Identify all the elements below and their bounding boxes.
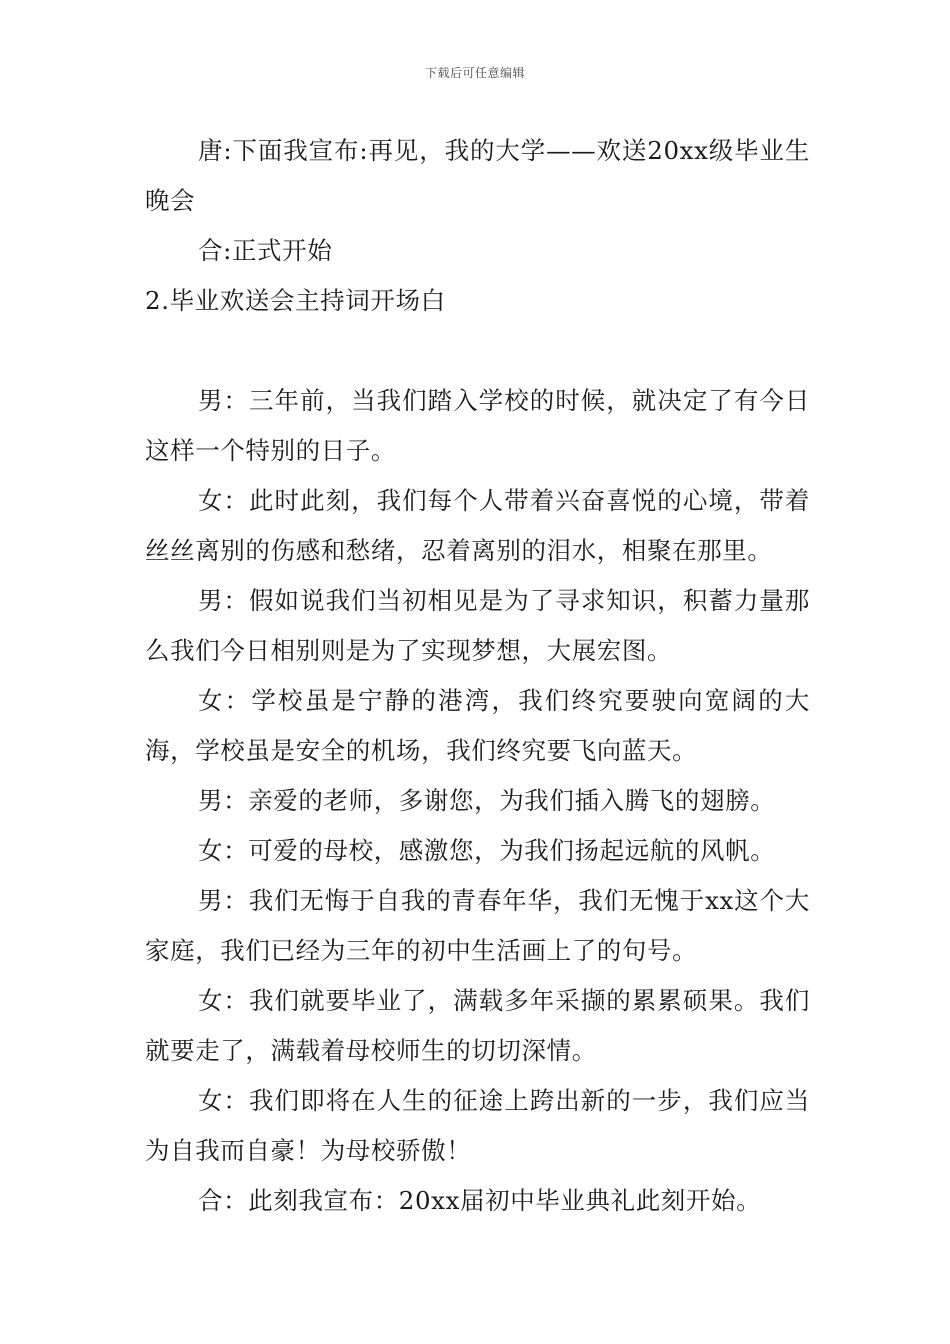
paragraph: 男：三年前，当我们踏入学校的时候，就决定了有今日这样一个特别的日子。 xyxy=(145,386,810,465)
paragraph: 男：我们无悔于自我的青春年华，我们无愧于xx这个大家庭，我们已经为三年的初中生活画上了的句号。 xyxy=(145,886,810,965)
paragraph: 女：学校虽是宁静的港湾，我们终究要驶向宽阔的大海，学校虽是安全的机场，我们终究要飞向蓝天。 xyxy=(145,686,810,765)
blank-line xyxy=(145,326,810,376)
paragraph: 男：亲爱的老师，多谢您，为我们插入腾飞的翅膀。 xyxy=(198,786,776,815)
paragraph: 女：我们即将在人生的征途上跨出新的一步，我们应当为自我而自豪！为母校骄傲！ xyxy=(145,1086,810,1165)
paragraph: 女：可爱的母校，感激您，为我们扬起远航的风帆。 xyxy=(198,836,776,865)
paragraph: 合:正式开始 xyxy=(198,236,333,265)
paragraph: 女：此时此刻，我们每个人带着兴奋喜悦的心境，带着丝丝离别的伤感和愁绪，忍着离别的泪水，相聚在那里。 xyxy=(145,486,810,565)
section-heading: 2.毕业欢送会主持词开场白 xyxy=(145,286,446,315)
paragraph: 女：我们就要毕业了，满载多年采撷的累累硕果。我们就要走了，满载着母校师生的切切深情。 xyxy=(145,986,810,1065)
page-header: 下载后可任意编辑 xyxy=(424,66,525,80)
paragraph: 合：此刻我宣布：20xx届初中毕业典礼此刻开始。 xyxy=(198,1186,762,1215)
paragraph: 唐:下面我宣布:再见，我的大学——欢送20xx级毕业生晚会 xyxy=(145,136,810,215)
paragraph: 男：假如说我们当初相见是为了寻求知识，积蓄力量那么我们今日相别则是为了实现梦想，大展宏图。 xyxy=(145,586,810,665)
document-body xyxy=(145,126,810,1226)
